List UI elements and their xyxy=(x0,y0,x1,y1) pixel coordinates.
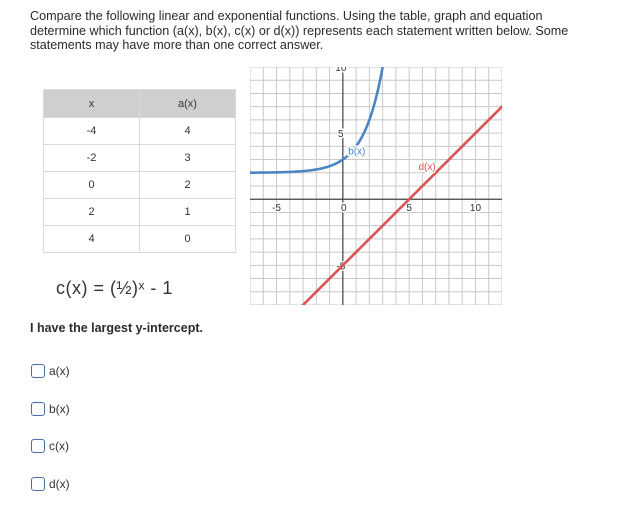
option-b[interactable] xyxy=(31,400,70,418)
option-label-c: c(x) xyxy=(49,439,69,453)
x-tick-label: 5 xyxy=(406,203,412,215)
instructions-text: Compare the following linear and exponential functions. Using the table, graph and equation determine which function (a(x), b(x), c(x) or d(x)) represents each statement written below. Some statements may have more than one correct answer. xyxy=(30,9,569,53)
series-label-b: b(x) xyxy=(348,146,366,158)
table-row xyxy=(44,118,236,145)
graph-svg xyxy=(250,67,502,305)
checkbox-d[interactable] xyxy=(31,477,45,491)
option-label-a: a(x) xyxy=(49,364,70,378)
option-label-b: b(x) xyxy=(49,401,70,416)
answer-options xyxy=(31,362,70,512)
table-cell-a: 1 xyxy=(140,199,236,226)
option-label-d: d(x) xyxy=(49,476,70,491)
y-tick-label: 5 xyxy=(338,129,344,141)
table-cell-x: 0 xyxy=(44,172,140,199)
equation-c: c(x) = (½)ˣ - 1 xyxy=(56,278,173,298)
table-row xyxy=(44,199,236,226)
values-table xyxy=(43,89,236,253)
question-text: I have the largest y-intercept. xyxy=(30,321,203,335)
y-tick-label: 10 xyxy=(335,67,347,74)
table-cell-a: 4 xyxy=(140,118,236,145)
table-cell-a: 0 xyxy=(140,226,236,253)
table-cell-x: 2 xyxy=(44,199,140,226)
table-header-a: a(x) xyxy=(140,90,236,118)
x-tick-label: 10 xyxy=(469,203,482,215)
table-cell-x: -2 xyxy=(44,145,140,172)
table-cell-a: 2 xyxy=(140,172,236,199)
checkbox-c[interactable] xyxy=(31,439,45,453)
values-table-container xyxy=(43,89,236,253)
y-tick-label: -5 xyxy=(336,261,346,273)
table-header-x: x xyxy=(44,90,140,118)
table-cell-a: 3 xyxy=(140,145,236,172)
x-tick-label: 0 xyxy=(341,203,347,215)
option-d[interactable] xyxy=(31,475,70,493)
function-graph xyxy=(250,67,502,310)
series-label-d: d(x) xyxy=(418,162,436,174)
x-tick-label: -5 xyxy=(272,203,281,215)
table-row xyxy=(44,145,236,172)
option-a[interactable] xyxy=(31,362,70,380)
table-header-row xyxy=(44,90,236,118)
table-row xyxy=(44,226,236,253)
checkbox-a[interactable] xyxy=(31,364,45,378)
option-c[interactable] xyxy=(31,437,70,455)
table-cell-x: -4 xyxy=(44,118,140,145)
table-row xyxy=(44,172,236,199)
table-cell-x: 4 xyxy=(44,226,140,253)
checkbox-b[interactable] xyxy=(31,402,45,416)
